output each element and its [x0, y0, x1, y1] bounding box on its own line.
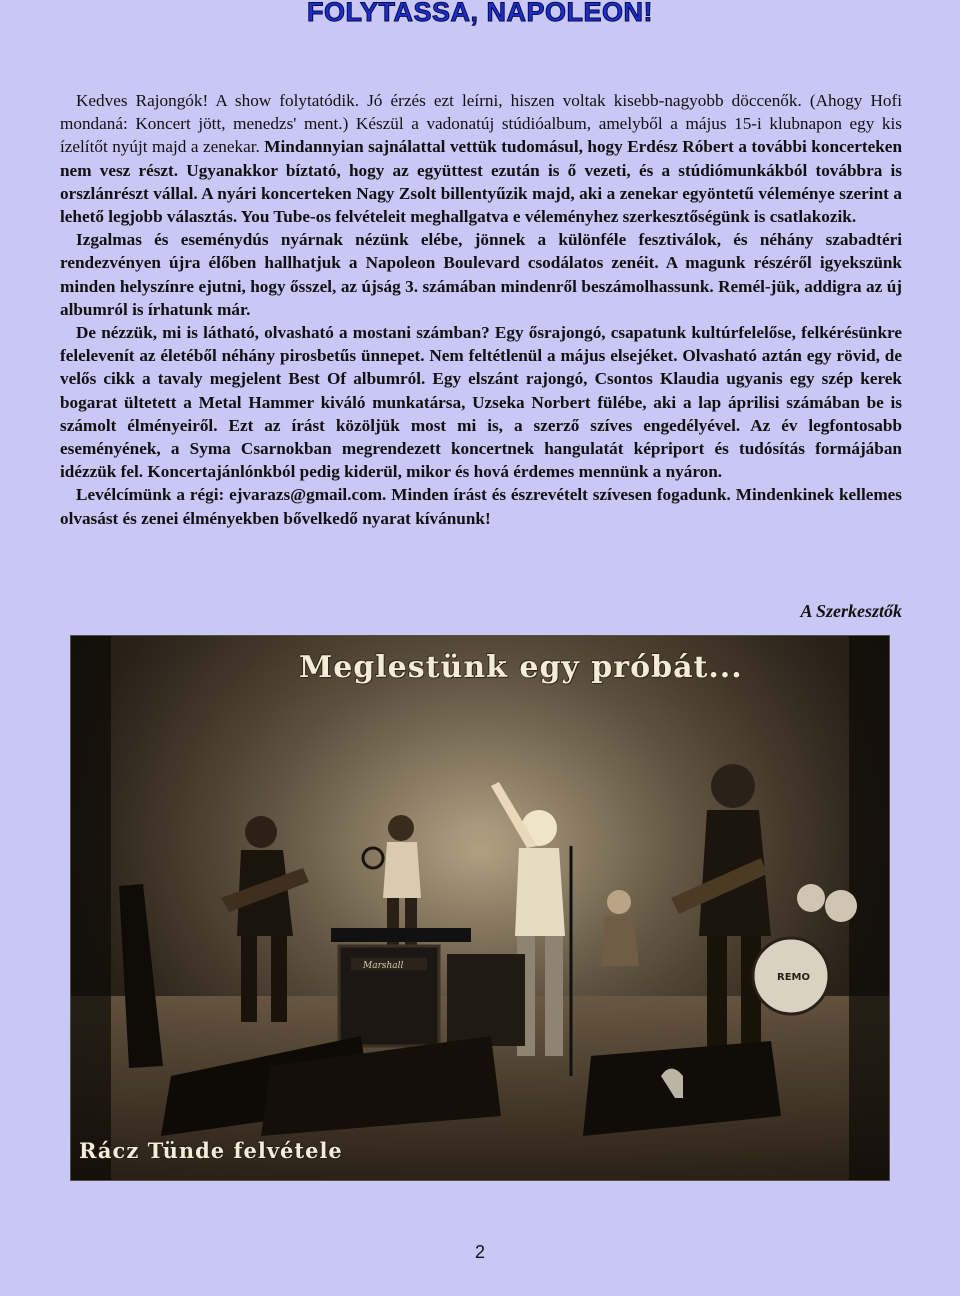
paragraph-intro [60, 89, 902, 228]
page-title: FOLYTASSA, NAPOLEON! [306, 0, 654, 27]
curtain-left [71, 636, 111, 1180]
paragraph-summer: Izgalmas és eseménydús nyárnak nézünk elébe, jönnek a különféle fesztiválok, és néhány szabadtéri rendezvényen újra élőben hallhatjuk a Napoleon Boulevard csodálatos zenéit. A magunk részéről igyekszünk minden helyszínre ejutni, hogy ősszel, az újság 3. számában mindenről beszámolhassunk. Remél-jük, addigra az új albumról is írhatunk már. [60, 230, 902, 319]
band-rehearsal-photo [71, 636, 889, 1180]
photo-scene [71, 636, 889, 1180]
paragraph-contact: Levélcímünk a régi: ejvarazs@gmail.com. Minden írást és észrevételt szívesen fogadunk. Mindenkinek kellemes olvasást és zenei élményekben bővelkedő nyarat kívánunk! [60, 485, 902, 528]
speaker-cabinet [447, 954, 525, 1046]
page-number: 2 [474, 1242, 485, 1262]
amplifier [339, 946, 439, 1046]
editor-signature: A Szerkesztők [800, 601, 902, 621]
drum-brand-label: REMO [777, 972, 810, 983]
intro-text-bold: Mindannyian sajnálattal vettük tudomásul, hogy Erdész Róbert a további koncerteken nem vesz részt. Ugyanakkor bíztató, hogy az együttest ezután is ő vezeti, és a stúdiómunkákból továbbra is orszlánrészt vállal. A nyári koncerteken Nagy Zsolt billentyűzik majd, aki a zenekar egyöntetű véleménye szerint a lehető legjobb választás. You Tube-os felvételeit meghallgatva e véleményhez szerkesztőségünk is csatlakozik. [60, 137, 902, 227]
amp-brand-label: Marshall [363, 961, 404, 971]
keyboard [331, 928, 471, 942]
photo-headline: Meglestünk egy próbát... [299, 650, 743, 685]
paragraph-contents: De nézzük, mi is látható, olvasható a mostani számban? Egy ősrajongó, csapatunk kultúrfelelőse, felkérésünkre felelevenít az életéből néhány pirosbetűs ünnepet. Nem feltétlenül a május elsejéket. Olvasható aztán egy rövid, de velős cikk a tavaly megjelent Best Of albumról. Egy elszánt rajongó, Csontos Klaudia ugyanis egy szép kerek bogarat ültetett a Metal Hammer kiváló munkatársa, Uzseka Norbert fülébe, aki a lap áprilisi számában be is számolt élményeiről. Ezt az írást közöljük most mi is, a szerző szíves engedélyével. Az év legfontosabb eseményének, a Syma Csarnokban megrendezett koncertnek hangulatát képriport és tudósítás formájában idézzük fel. Koncertajánlónkból pedig kiderül, mikor és hová érdemes mennünk a nyáron. [60, 323, 902, 482]
intro-text-normal: Kedves Rajongók! A show folytatódik. Jó érzés ezt leírni, hiszen voltak kisebb-nagyobb döccenők. (Ahogy Hofi mondaná: Koncert jött, menedzs' ment.) Készül a vadonatúj stúdióalbum, amelyből a május 15-i klubnapon egy kis ízelítőt nyújt majd a zenekar. [60, 91, 902, 157]
article-body [60, 89, 902, 530]
photo-credit: Rácz Tünde felvétele [79, 1138, 343, 1163]
